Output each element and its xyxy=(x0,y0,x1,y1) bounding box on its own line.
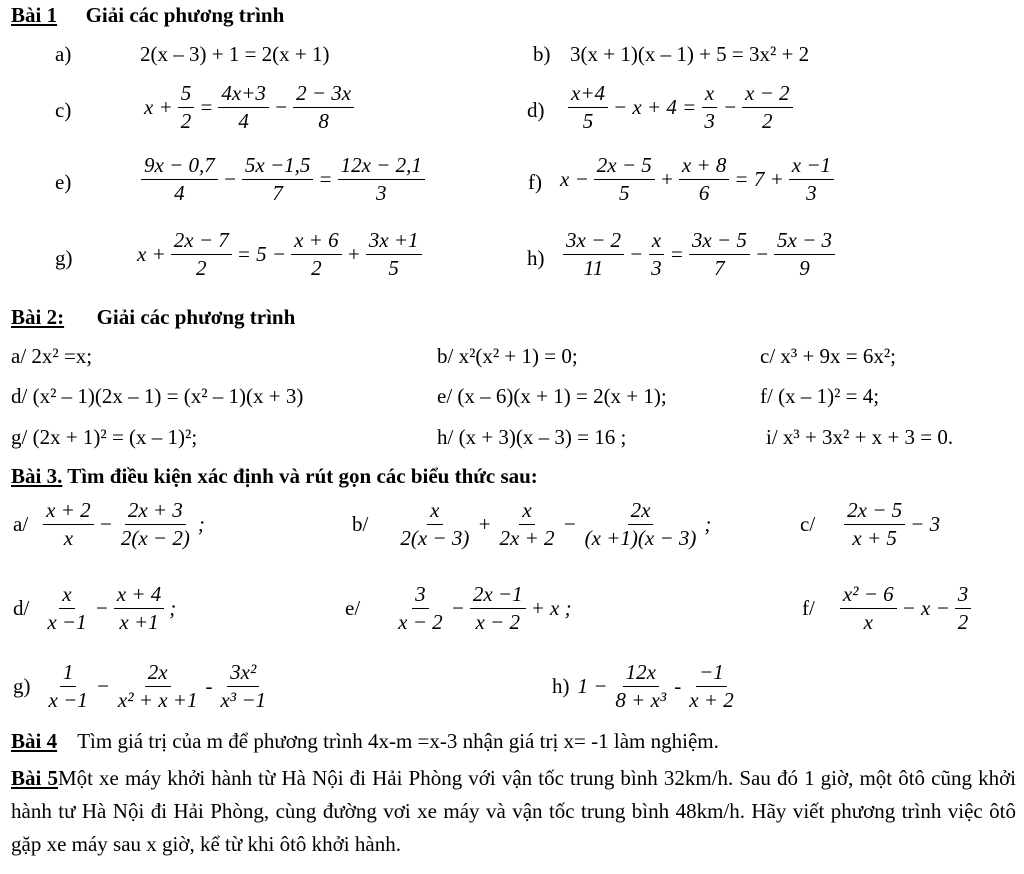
bai3-f-label: f/ xyxy=(802,596,815,620)
bai4-text: Tìm giá trị của m để phương trình 4x-m =x-3 nhận giá trị x= -1 làm nghiệm. xyxy=(77,729,719,753)
numerator: x² − 6 xyxy=(840,584,897,609)
denominator: x + 2 xyxy=(689,688,734,712)
minus-sign: − xyxy=(98,512,113,536)
minus-sign: − xyxy=(222,167,237,191)
numerator: x + 8 xyxy=(679,155,730,180)
bai2-heading: Bài 2: xyxy=(11,305,65,329)
bai1-d-frac3 xyxy=(742,83,793,132)
numerator: 3x +1 xyxy=(366,230,422,255)
bai2-item-i: i/ x³ + 3x² + x + 3 = 0. xyxy=(766,425,954,449)
bai3-h-lhs: 1 − xyxy=(577,674,608,698)
bai3-c-label: c/ xyxy=(800,512,816,536)
bai1-g-frac2 xyxy=(291,230,342,279)
bai3-heading: Bài 3. xyxy=(11,464,63,488)
bai1-f-frac2 xyxy=(679,155,730,204)
plus-sign: + xyxy=(346,242,361,266)
minus-sign: − xyxy=(450,596,465,620)
denominator: 2 xyxy=(180,109,192,133)
bai3-b xyxy=(350,500,713,549)
bai3-f-expression xyxy=(837,584,974,633)
bai3-f-middle: − x − xyxy=(901,596,950,620)
numerator: x xyxy=(702,83,717,108)
denominator: 5 xyxy=(582,109,594,133)
bai1-g-middle: = 5 − xyxy=(236,242,287,266)
bai1-d-frac1 xyxy=(568,83,608,132)
denominator: 2 xyxy=(196,256,207,280)
semicolon: ; xyxy=(704,512,712,536)
denominator: 4 xyxy=(238,109,249,133)
bai1-e-frac1 xyxy=(141,155,218,204)
bai1-e-frac2 xyxy=(242,155,314,204)
denominator: x +1 xyxy=(119,610,159,634)
bai2-item-c: c/ x³ + 9x = 6x²; xyxy=(760,344,897,368)
bai4-heading: Bài 4 xyxy=(11,729,58,753)
denominator: 9 xyxy=(799,256,810,280)
denominator: 8 xyxy=(318,109,329,133)
bai3-e-tail: + x ; xyxy=(530,596,572,620)
bai3-d-label: d/ xyxy=(13,596,30,620)
numerator: −1 xyxy=(696,662,727,687)
denominator: 2x + 2 xyxy=(499,526,555,550)
bai1-h-frac2 xyxy=(648,230,665,279)
plus-sign: + xyxy=(477,512,492,536)
bai1-f-equation xyxy=(558,155,837,204)
bai1-h-label: h) xyxy=(527,246,545,270)
bai3-a-frac2 xyxy=(118,500,193,549)
denominator: 4 xyxy=(174,181,185,205)
bai3-f-frac1 xyxy=(840,584,897,633)
numerator: 2x + 3 xyxy=(125,500,186,525)
equals-sign: = xyxy=(318,167,333,191)
bai2-item-a: a/ 2x² =x; xyxy=(11,344,93,368)
denominator: 2 xyxy=(311,256,322,280)
bai3-c-frac1 xyxy=(844,500,905,549)
bai1-title: Giải các phương trình xyxy=(85,3,285,27)
denominator: 3 xyxy=(375,181,387,205)
bai1-a-label: a) xyxy=(55,42,72,66)
numerator: x + 6 xyxy=(291,230,342,255)
denominator: x² + x +1 xyxy=(117,688,198,712)
bai1-f-label: f) xyxy=(528,170,542,194)
bai3-h-frac1 xyxy=(612,662,669,711)
denominator: 7 xyxy=(714,256,725,280)
bai1-h-frac3 xyxy=(689,230,750,279)
bai1-f-frac3 xyxy=(789,155,834,204)
denominator: 11 xyxy=(583,256,604,280)
denominator: 8 + x³ xyxy=(615,688,667,712)
numerator: 5x − 3 xyxy=(774,230,835,255)
numerator: 3 xyxy=(955,584,972,609)
bai3-a-label: a/ xyxy=(13,512,29,536)
equals-sign: = xyxy=(669,242,684,266)
bai1-g-frac3 xyxy=(366,230,422,279)
numerator: 1 xyxy=(60,662,77,687)
bai1-h-frac1 xyxy=(563,230,624,279)
numerator: x+4 xyxy=(568,83,608,108)
denominator: x xyxy=(863,610,873,634)
minus-sign: − xyxy=(94,596,109,620)
plus-sign: + xyxy=(659,167,674,191)
minus-sign: − xyxy=(754,242,770,266)
bai3-g xyxy=(11,662,272,711)
bai4 xyxy=(11,731,719,752)
bai3-c-expression xyxy=(841,500,942,549)
bai3-g-frac2 xyxy=(115,662,201,711)
minus-sign: − xyxy=(562,512,577,536)
minus-sign: − xyxy=(722,95,738,119)
bai1-c-lhs: x + xyxy=(144,95,173,119)
bai3-f xyxy=(800,584,974,633)
denominator: 6 xyxy=(698,181,710,205)
denominator: x − 2 xyxy=(398,610,443,634)
numerator: 3 xyxy=(412,584,429,609)
numerator: 4x+3 xyxy=(218,83,269,108)
bai3-b-expression xyxy=(394,500,713,549)
bai1-h-equation xyxy=(560,230,838,279)
equals-sign: = xyxy=(199,95,214,119)
bai3-e-frac1 xyxy=(395,584,446,633)
numerator: 2x − 5 xyxy=(844,500,905,525)
bai3-g-label: g) xyxy=(13,674,31,698)
bai2-item-h: h/ (x + 3)(x – 3) = 16 ; xyxy=(437,425,627,449)
bai1-b-equation: 3(x + 1)(x – 1) + 5 = 3x² + 2 xyxy=(570,42,810,66)
bai1-h-frac4 xyxy=(774,230,835,279)
numerator: x + 2 xyxy=(43,500,94,525)
bai3-a-frac1 xyxy=(43,500,94,549)
numerator: 3x − 2 xyxy=(563,230,624,255)
numerator: x xyxy=(59,584,74,609)
bai3-c xyxy=(798,500,942,549)
bai1-f-frac1 xyxy=(594,155,655,204)
bai2-item-b: b/ x²(x² + 1) = 0; xyxy=(437,344,578,368)
denominator: 5 xyxy=(388,256,399,280)
denominator: 2(x − 3) xyxy=(400,526,470,550)
bai5-text: Một xe máy khởi hành từ Hà Nội đi Hải Phòng với vận tốc trung bình 32km/h. Sau đó 1 giờ, một ôtô cũng khởi hành tư Hà Nội đi Hải Phòng, cùng đường vơi xe máy và vận tốc trung bình 48km/h. Hãy viết phương trình việc ôtô gặp xe máy sau x giờ, kể từ khi ôtô khởi hành. xyxy=(11,766,1017,856)
numerator: 12x − 2,1 xyxy=(338,155,425,180)
bai3-e-label: e/ xyxy=(345,596,361,620)
bai2-title: Giải các phương trình xyxy=(96,305,296,329)
bai1-e-frac3 xyxy=(338,155,425,204)
denominator: x + 5 xyxy=(852,526,897,550)
bai3-h-label: h) xyxy=(552,674,570,698)
bai3-b-frac3 xyxy=(582,500,700,549)
bai1-c-frac3 xyxy=(293,83,354,132)
bai3-b-frac1 xyxy=(397,500,472,549)
bai3-e-frac2 xyxy=(470,584,526,633)
minus-sign: - xyxy=(205,674,213,698)
bai1-d-frac2 xyxy=(701,83,718,132)
numerator: 9x − 0,7 xyxy=(141,155,218,180)
minus-sign: - xyxy=(674,674,682,698)
semicolon: ; xyxy=(197,512,205,536)
numerator: 2x xyxy=(145,662,171,687)
numerator: 3x² xyxy=(227,662,259,687)
bai1-c-label: c) xyxy=(55,98,72,122)
denominator: x −1 xyxy=(47,610,87,634)
numerator: 12x xyxy=(623,662,659,687)
bai3-b-frac2 xyxy=(497,500,558,549)
denominator: x − 2 xyxy=(475,610,520,634)
numerator: 3x − 5 xyxy=(689,230,750,255)
numerator: x xyxy=(649,230,664,255)
denominator: 3 xyxy=(806,181,817,205)
numerator: x xyxy=(427,500,442,525)
bai3-f-frac2 xyxy=(955,584,972,633)
bai1-d-middle: − x + 4 = xyxy=(613,95,697,119)
numerator: 2x −1 xyxy=(470,584,526,609)
bai3-g-expression xyxy=(43,662,273,711)
bai3-d-frac2 xyxy=(114,584,165,633)
bai3-d xyxy=(11,584,178,633)
bai2-item-f: f/ (x – 1)² = 4; xyxy=(760,384,880,408)
denominator: 2(x − 2) xyxy=(120,526,190,550)
bai1-c-frac2 xyxy=(218,83,269,132)
bai1-c-equation xyxy=(142,83,357,132)
bai3-b-label: b/ xyxy=(352,512,369,536)
numerator: x xyxy=(519,500,534,525)
minus-sign: − xyxy=(273,95,289,119)
bai3-title: Tìm điều kiện xác định và rút gọn các biểu thức sau: xyxy=(67,464,538,488)
bai2-item-e: e/ (x – 6)(x + 1) = 2(x + 1); xyxy=(437,384,667,408)
denominator: 3 xyxy=(704,109,715,133)
bai3-h-frac2 xyxy=(686,662,737,711)
bai3-d-frac1 xyxy=(44,584,89,633)
bai3-h xyxy=(550,662,740,711)
denominator: x³ −1 xyxy=(220,688,266,712)
bai2-header xyxy=(11,307,295,328)
bai3-g-frac1 xyxy=(46,662,91,711)
bai1-g-label: g) xyxy=(55,246,73,270)
bai2-item-d: d/ (x² – 1)(2x – 1) = (x² – 1)(x + 3) xyxy=(11,384,304,408)
semicolon: ; xyxy=(169,596,177,620)
denominator: 2 xyxy=(762,109,773,133)
bai1-g-lhs: x + xyxy=(137,242,166,266)
bai3-c-tail: − 3 xyxy=(910,512,941,536)
bai1-e-label: e) xyxy=(55,170,72,194)
bai1-d-label: d) xyxy=(527,98,545,122)
numerator: 5x −1,5 xyxy=(242,155,314,180)
numerator: 2 − 3x xyxy=(293,83,354,108)
bai1-e-equation xyxy=(138,155,428,204)
numerator: x −1 xyxy=(789,155,834,180)
denominator: 2 xyxy=(957,610,969,634)
denominator: (x +1)(x − 3) xyxy=(584,526,697,550)
denominator: 3 xyxy=(651,256,662,280)
bai3-e-expression xyxy=(392,584,573,633)
numerator: 2x − 5 xyxy=(594,155,655,180)
denominator: 5 xyxy=(619,181,630,205)
bai1-f-middle: = 7 + xyxy=(734,167,784,191)
numerator: x − 2 xyxy=(742,83,793,108)
bai1-a-equation: 2(x – 3) + 1 = 2(x + 1) xyxy=(140,42,330,66)
bai3-d-expression xyxy=(41,584,178,633)
bai3-h-expression xyxy=(576,662,740,711)
bai3-a-expression xyxy=(40,500,207,549)
bai2-item-g: g/ (2x + 1)² = (x – 1)²; xyxy=(11,425,198,449)
bai3-header xyxy=(11,466,538,487)
bai1-b-label: b) xyxy=(533,42,551,66)
bai1-g-equation xyxy=(135,230,425,279)
bai1-header xyxy=(11,5,284,26)
denominator: x −1 xyxy=(48,688,88,712)
bai3-a xyxy=(11,500,207,549)
minus-sign: − xyxy=(95,674,110,698)
denominator: x xyxy=(63,526,74,550)
numerator: 5 xyxy=(178,83,195,108)
bai3-g-frac3 xyxy=(217,662,269,711)
minus-sign: − xyxy=(629,242,644,266)
numerator: x + 4 xyxy=(114,584,165,609)
bai5-heading: Bài 5 xyxy=(11,766,58,790)
bai1-d-equation xyxy=(565,83,796,132)
numerator: 2x − 7 xyxy=(171,230,232,255)
bai3-e xyxy=(343,584,574,633)
bai1-f-lhs: x − xyxy=(560,167,589,191)
denominator: 7 xyxy=(272,181,283,205)
numerator: 2x xyxy=(628,500,654,525)
bai1-c-frac1 xyxy=(178,83,195,132)
bai1-heading: Bài 1 xyxy=(11,3,58,27)
bai5 xyxy=(11,762,1016,861)
bai1-g-frac1 xyxy=(171,230,232,279)
